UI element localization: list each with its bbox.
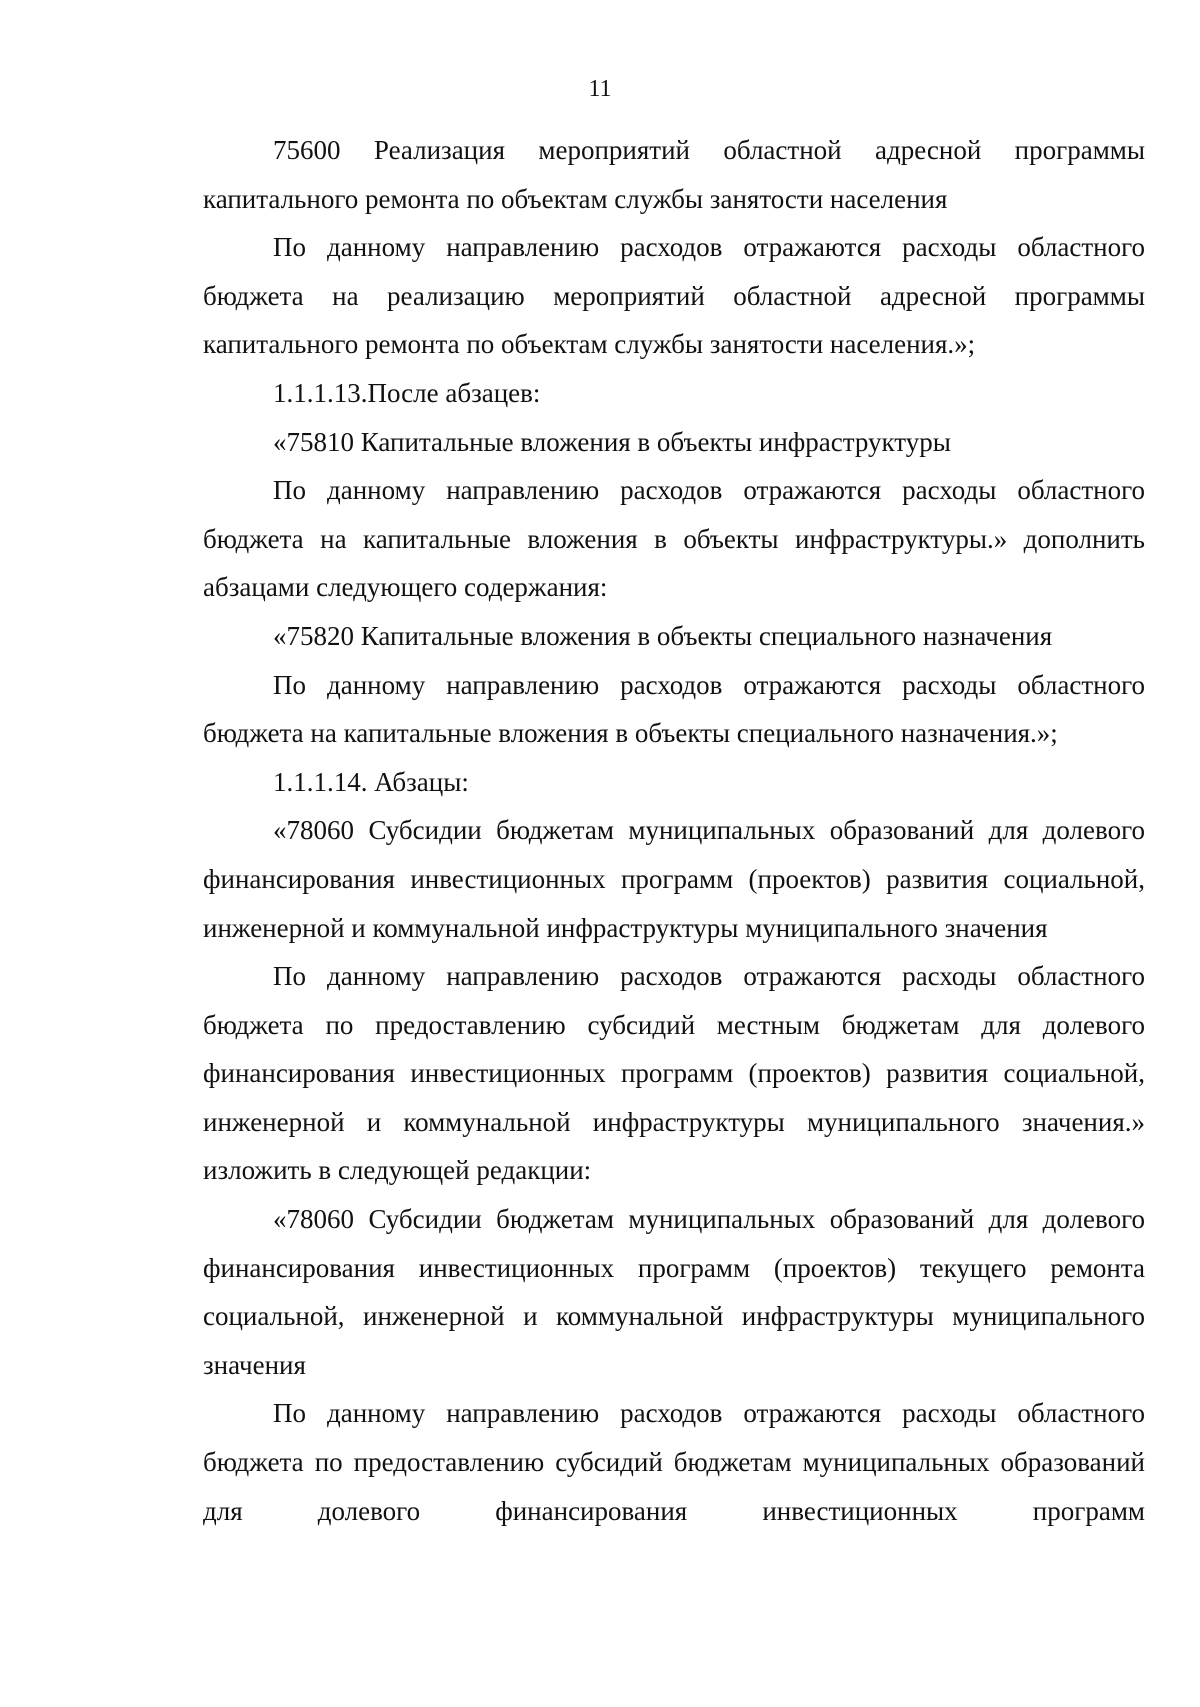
paragraph-78060-new-heading: «78060 Субсидии бюджетам муниципальных образований для долевого финансирования инвестиционных программ (проектов) текущего ремонта социальной, инженерной и коммунальной инфраструктуры муниципального значения xyxy=(203,1204,1145,1380)
paragraph-78060-old-description: По данному направлению расходов отражаются расходы областного бюджета по предоставлению субсидий местным бюджетам для долевого финансирования инвестиционных программ (проектов) развития социальной, инженерной и коммунальной инфраструктуры муниципального значения.» изложить в следующей редакции: xyxy=(203,961,1145,1186)
page-number: 11 xyxy=(588,76,612,102)
paragraph-clause-1-1-1-14: 1.1.1.14. Абзацы: xyxy=(273,766,469,797)
paragraph-clause-1-1-1-13: 1.1.1.13.После абзацев: xyxy=(273,377,541,408)
paragraph-75820-heading: «75820 Капитальные вложения в объекты специального назначения xyxy=(273,620,1053,651)
paragraph-75600-description: По данному направлению расходов отражаются расходы областного бюджета на реализацию мероприятий областной адресной программы капитального ремонта по объектам службы занятости населения.»; xyxy=(203,232,1145,360)
paragraph-78060-new-description: По данному направлению расходов отражаются расходы областного бюджета по предоставлению субсидий бюджетам муниципальных образований для долевого финансирования инвестиционных программ xyxy=(203,1398,1145,1526)
paragraph-75820-description: По данному направлению расходов отражаются расходы областного бюджета на капитальные вложения в объекты специального назначения.»; xyxy=(203,669,1145,749)
paragraph-75810-description: По данному направлению расходов отражаются расходы областного бюджета на капитальные вложения в объекты инфраструктуры.» дополнить абзацами следующего содержания: xyxy=(203,475,1145,603)
paragraph-75810-heading: «75810 Капитальные вложения в объекты инфраструктуры xyxy=(273,426,951,457)
document-body xyxy=(203,126,1145,1535)
paragraph-78060-old-heading: «78060 Субсидии бюджетам муниципальных образований для долевого финансирования инвестиционных программ (проектов) развития социальной, инженерной и коммунальной инфраструктуры муниципального значения xyxy=(203,815,1145,943)
paragraph-75600-heading: 75600 Реализация мероприятий областной адресной программы капитального ремонта по объектам службы занятости населения xyxy=(203,135,1145,214)
